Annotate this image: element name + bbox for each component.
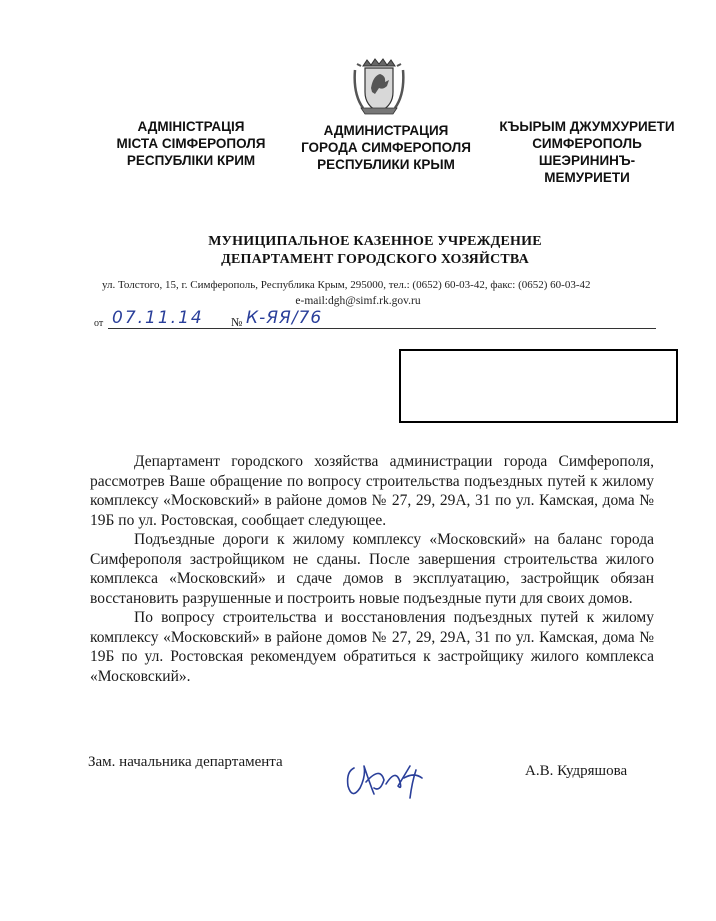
- header-crh-line: МЕМУРИЕТИ: [544, 170, 630, 185]
- redacted-addressee-box: [399, 349, 678, 423]
- org-title-line: ДЕПАРТАМЕНТ ГОРОДСКОГО ХОЗЯЙСТВА: [221, 252, 529, 267]
- header-crh-line: КЪЫРЫМ ДЖУМХУРИЕТИ: [499, 119, 675, 134]
- coat-of-arms-icon: [353, 58, 405, 116]
- body-paragraph: По вопросу строительства и восстановления подъездных путей к жилому комплексу «Московский» в районе домов № 27, 29, 29А, 31 по ул. Камская, дома № 19Б по ул. Ростовская рекомендуем обратиться к застройщику жилого комплекса «Московский».: [90, 609, 654, 685]
- header-ru-line: ГОРОДА СИМФЕРОПОЛЯ: [301, 140, 471, 155]
- org-title: [170, 233, 580, 269]
- org-title-line: МУНИЦИПАЛЬНОЕ КАЗЕННОЕ УЧРЕЖДЕНИЕ: [208, 234, 542, 249]
- signatory-name: А.В. Кудряшова: [525, 763, 628, 779]
- address-line: ул. Толстого, 15, г. Симферополь, Республика Крым, 295000, тел.: (0652) 60-03-42, факс: (0652) 60-03-42: [102, 279, 591, 291]
- email-line: e-mail:dgh@simf.rk.gov.ru: [295, 295, 421, 307]
- header-ru-line: АДМИНИСТРАЦИЯ: [323, 123, 449, 138]
- registration-date: 07.11.14: [112, 308, 204, 328]
- handwritten-signature: [340, 758, 432, 802]
- registration-row: [94, 308, 656, 332]
- registration-underline: [108, 328, 656, 329]
- signatory-position: Зам. начальника департамента: [88, 754, 283, 770]
- header-ua: [96, 118, 286, 169]
- body-paragraph: Подъездные дороги к жилому комплексу «Московский» на баланс города Симферополя застройщиком не сданы. После завершения строительства жилого комплекса «Московский» и сдаче домов в эксплуатацию, застройщик обязан восстановить разрушенные и построить новые подъездные пути для своих домов.: [90, 531, 654, 607]
- header-ua-line: МІСТА СІМФЕРОПОЛЯ: [116, 136, 266, 151]
- header-crh: [485, 118, 689, 186]
- from-label: от: [94, 318, 104, 329]
- header-ru-line: РЕСПУБЛИКИ КРЫМ: [317, 157, 455, 172]
- header-ua-line: РЕСПУБЛІКИ КРИМ: [126, 153, 256, 168]
- header-ru: [286, 122, 486, 173]
- body-paragraph: Департамент городского хозяйства администрации города Симферополя, рассмотрев Ваше обращение по вопросу строительства подъездных путей к жилому комплексу «Московский» в районе домов № 27, 29, 29А, 31 по ул. Камская, дома № 19Б по ул. Ростовская, сообщает следующее.: [90, 453, 654, 529]
- number-label: №: [231, 315, 243, 329]
- header-crh-line: ШЕЭРИНИНЪ-: [538, 153, 636, 168]
- letter-body: [90, 452, 654, 686]
- header-crh-line: СИМФЕРОПОЛЬ: [532, 136, 642, 151]
- header-ua-line: АДМІНІСТРАЦІЯ: [137, 119, 245, 134]
- registration-number: К-ЯЯ/76: [246, 308, 323, 328]
